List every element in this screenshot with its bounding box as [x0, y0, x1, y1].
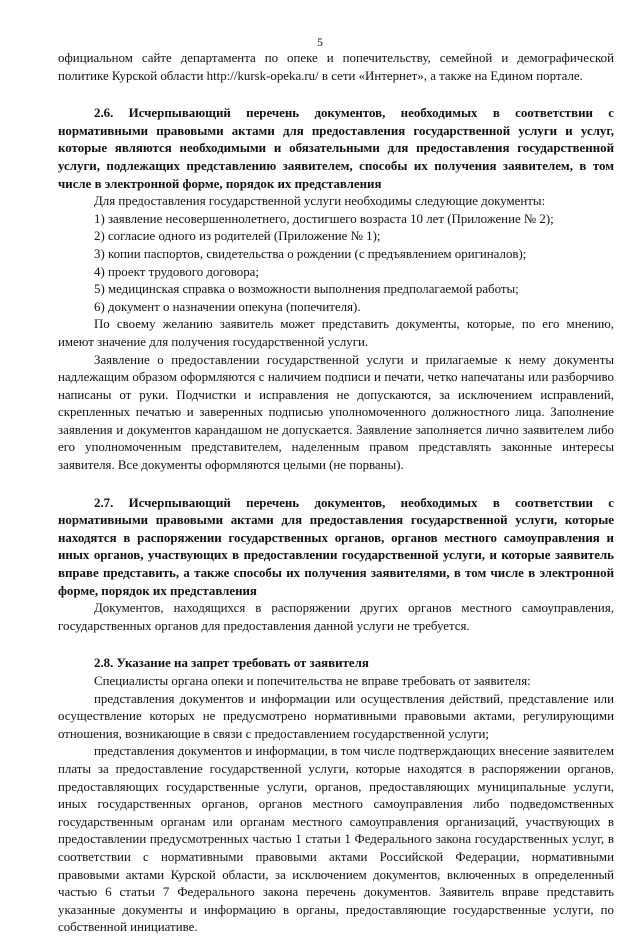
section-2-6 [58, 105, 614, 474]
list-item: 5) медицинская справка о возможности выполнения предполагаемой работы; [94, 282, 519, 297]
section-2-8-paragraph: представления документов и информации, в том числе подтверждающих внесение заявителем платы за предоставление государственной услуги, которые находятся в распоряжении органов, предоставляющих государственные услуги, органов, предоставляющих муниципальные услуги, иных государственных органов, органов местного самоуправления либо подведомственных государственным органам или органам местного самоуправления организаций, участвующих в предоставлении предусмотренных частью 1 статьи 1 Федерального закона государственных услуг, в соответствии с нормативными правовыми актами Российской Федерации, нормативными правовыми актами Курской области, за исключением документов, включенных в определенный частью 6 статьи 7 Федерального закона перечень документов. Заявитель вправе представить указанные документы и информацию в органы, предоставляющие государственные услуги, по собственной инициативе. [58, 744, 614, 935]
section-2-7-heading: 2.7. Исчерпывающий перечень документов, необходимых в соответствии с нормативными правовыми актами для предоставления государственной услуги, которые находятся в распоряжении государственных органов, органов местного самоуправления и иных органов, участвующих в предоставлении государственной услуги, и которые заявитель вправе представить, а также способы их получения заявителями, в том числе в электронной форме, порядок их представления [58, 495, 614, 598]
section-2-8-heading: 2.8. Указание на запрет требовать от заявителя [94, 656, 369, 671]
page-number: 5 [317, 37, 323, 49]
section-2-6-heading: 2.6. Исчерпывающий перечень документов, необходимых в соответствии с нормативными правовыми актами для предоставления государственной услуги и услуг, которые являются необходимыми и обязательными для предоставления государственной услуги, подлежащих представлению заявителем, способы их получения заявителем, в том числе в электронной форме, порядок их представления [58, 106, 614, 191]
section-2-6-paragraph: По своему желанию заявитель может представить документы, которые, по его мнению, имеют значение для получения государственной услуги. [58, 317, 614, 349]
spacer [58, 635, 614, 655]
document-body [58, 50, 614, 937]
section-2-6-lead: Для предоставления государственной услуги необходимы следующие документы: [94, 194, 546, 209]
section-2-7 [58, 495, 614, 636]
section-2-7-paragraph: Документов, находящихся в распоряжении других органов местного самоуправления, государственных органов для предоставления данной услуги не требуется. [58, 601, 614, 633]
section-2-8-paragraph: представления документов и информации или осуществления действий, представление или осуществление которых не предусмотрено нормативными правовыми актами, регулирующими отношения, возникающие в связи с предоставлением государственной услуги; [58, 691, 614, 741]
spacer [58, 85, 614, 105]
list-item: 4) проект трудового договора; [94, 264, 259, 279]
intro-paragraph: официальном сайте департамента по опеке и попечительству, семейной и демографической политике Курской области http://kursk-opeka.ru/ в сети «Интернет», а также на Едином портале. [58, 51, 614, 83]
documents-list [58, 211, 614, 317]
list-item: 6) документ о назначении опекуна (попечителя). [94, 299, 361, 314]
list-item: 1) заявление несовершеннолетнего, достигшего возраста 10 лет (Приложение № 2); [94, 211, 554, 226]
list-item: 3) копии паспортов, свидетельства о рождении (с предъявлением оригиналов); [94, 246, 527, 261]
list-item: 2) согласие одного из родителей (Приложение № 1); [94, 229, 381, 244]
spacer [58, 475, 614, 495]
section-2-6-paragraph: Заявление о предоставлении государственной услуги и прилагаемые к нему документы надлежащим образом оформляются с наличием подписи и печати, четко напечатаны или разборчиво написаны от руки. Подчистки и исправления не допускаются, за исключением исправлений, скрепленных печатью и заверенных подписью уполномоченного должностного лица. Заполнение заявления и документов карандашом не допускается. Заявление заполняется лично заявителем либо его уполномоченным представителем, наделенным правом представлять законные интересы заявителя. Все документы оформляются целыми (не порваны). [58, 352, 614, 473]
section-2-8 [58, 655, 614, 937]
section-2-8-paragraph: Специалисты органа опеки и попечительства не вправе требовать от заявителя: [94, 674, 531, 688]
